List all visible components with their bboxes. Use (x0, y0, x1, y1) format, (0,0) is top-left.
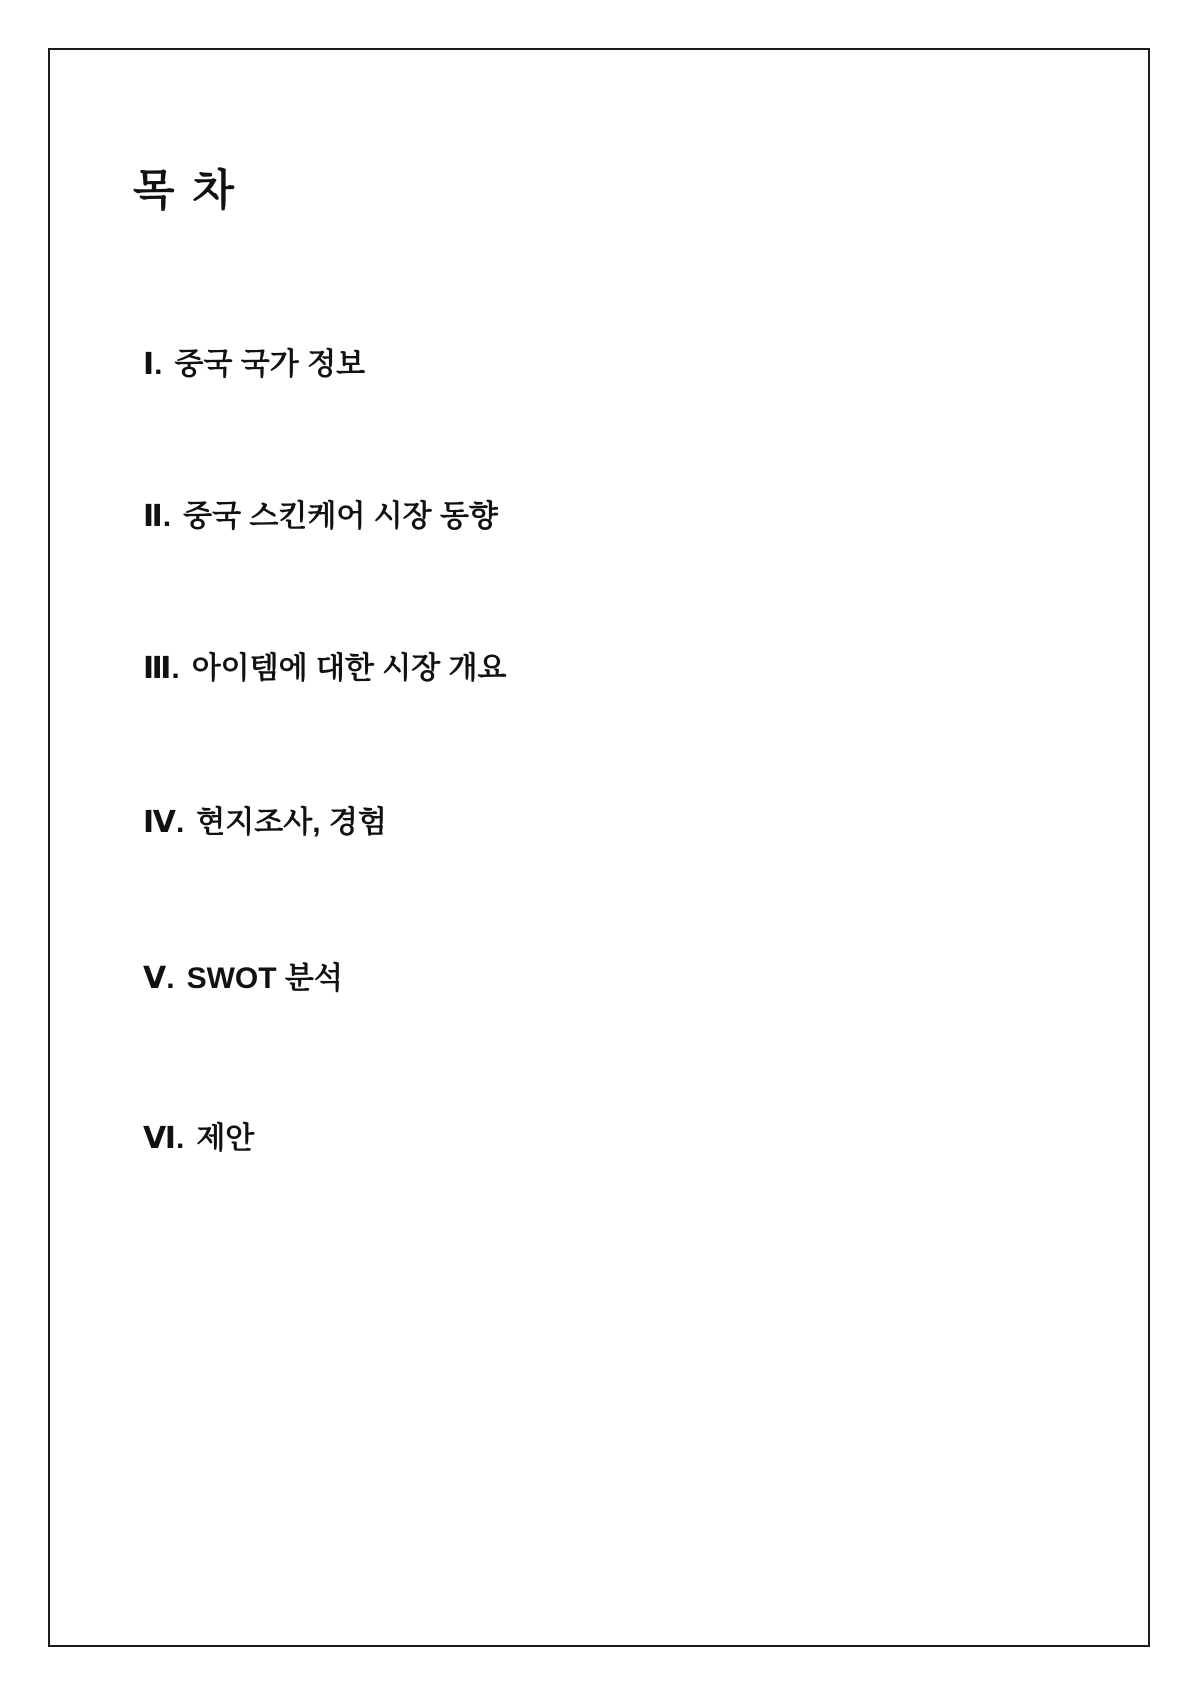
toc-item-5-title: SWOT 분석 (186, 962, 343, 995)
toc-item-1 (143, 348, 365, 383)
toc-item-4-numeral: Ⅳ. (143, 806, 185, 839)
toc-item-5-numeral: Ⅴ. (143, 962, 175, 995)
toc-item-3-title: 아이템에 대한 시장 개요 (191, 652, 507, 685)
toc-item-2-numeral: Ⅱ. (143, 500, 172, 533)
toc-item-5 (143, 962, 343, 997)
toc-item-4-title: 현지조사, 경험 (196, 806, 387, 839)
toc-item-1-title: 중국 국가 정보 (174, 348, 366, 381)
toc-item-6-title: 제안 (196, 1122, 255, 1155)
toc-item-2 (143, 500, 498, 535)
page-title: 목 차 (133, 167, 238, 215)
toc-item-3-numeral: Ⅲ. (143, 652, 180, 685)
toc-item-6 (143, 1122, 254, 1157)
toc-item-3 (143, 652, 507, 687)
toc-item-6-numeral: Ⅵ. (143, 1122, 185, 1155)
toc-item-1-numeral: Ⅰ. (143, 348, 163, 381)
toc-item-4 (143, 806, 387, 841)
page-border (48, 48, 1150, 1647)
toc-item-2-title: 중국 스킨케어 시장 동향 (183, 500, 498, 533)
